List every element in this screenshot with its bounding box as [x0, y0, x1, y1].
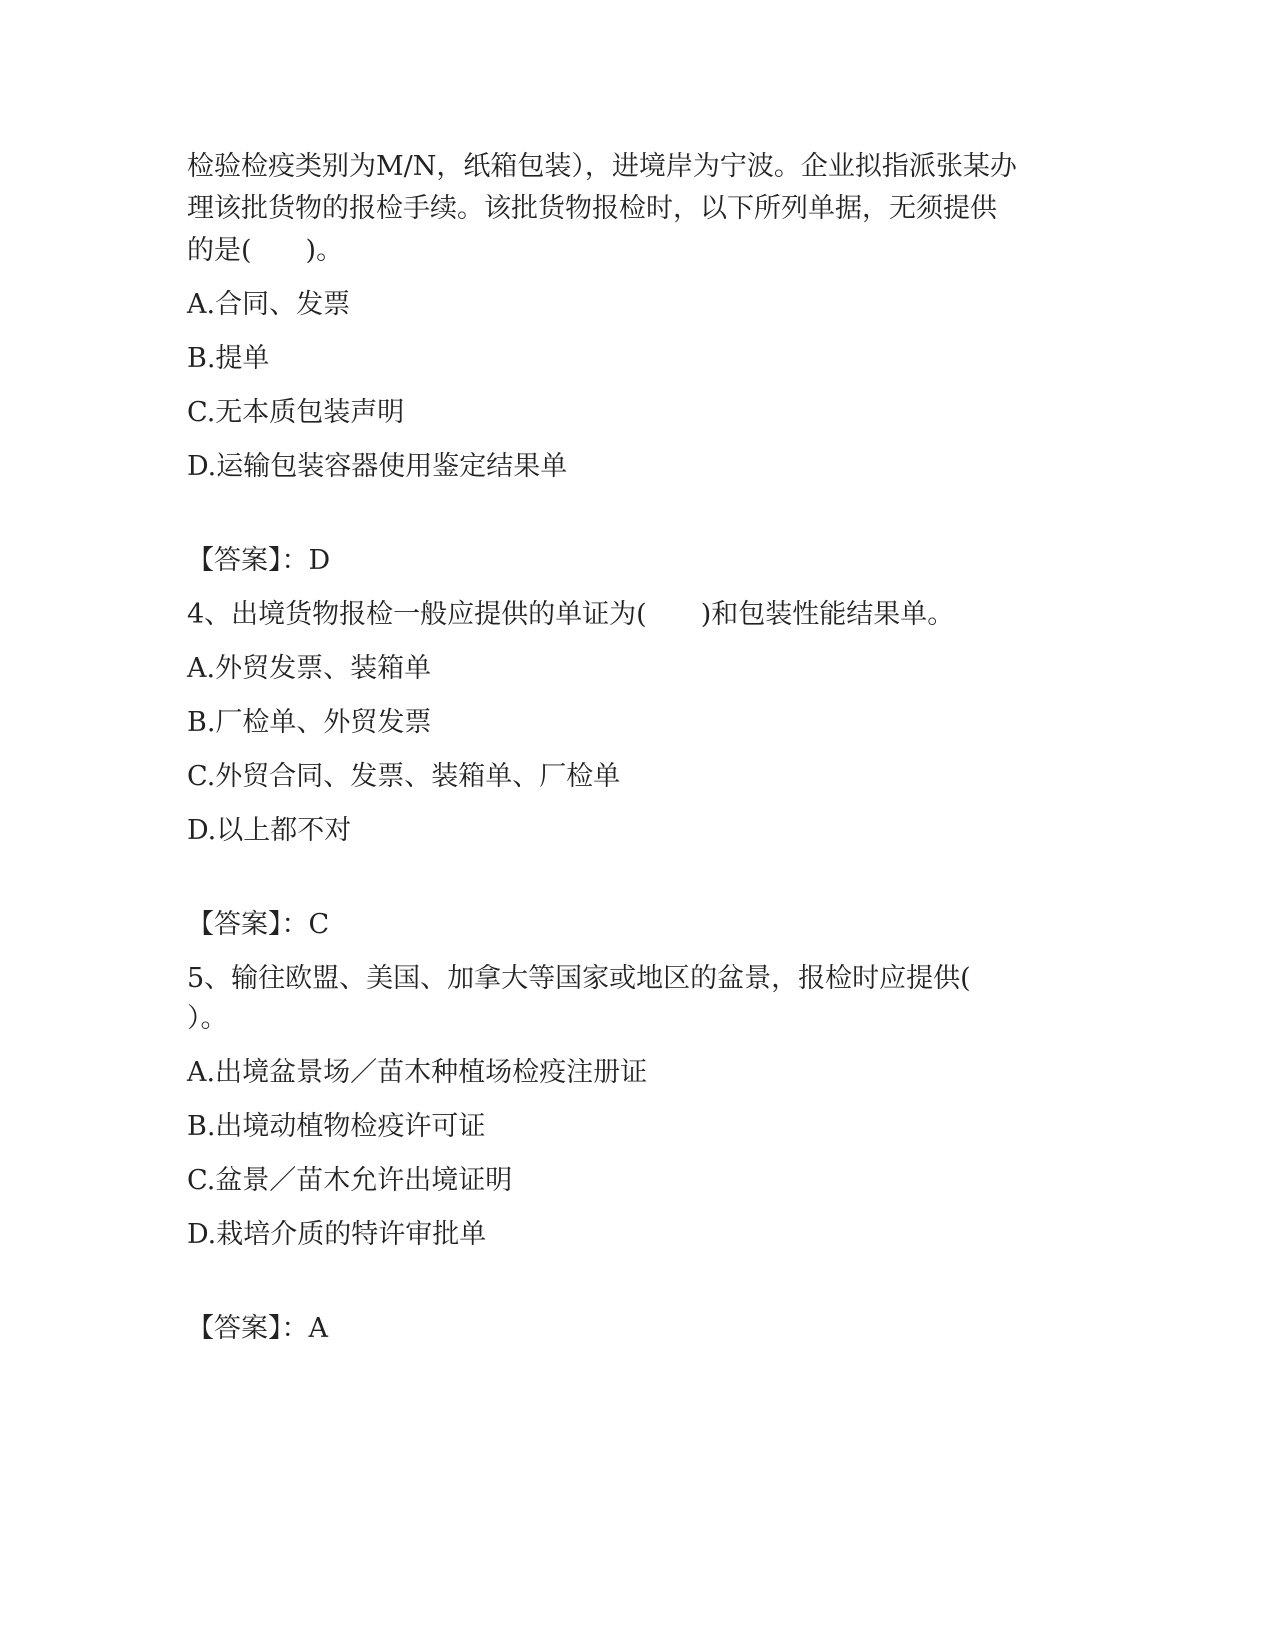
question-continuation-line-2: 理该批货物的报检手续。该批货物报检时，以下所列单据，无须提供	[187, 193, 997, 224]
q5-option-d: D.栽培介质的特许审批单	[187, 1219, 487, 1250]
q5-option-a: A.出境盆景场／苗木种植场检疫注册证	[187, 1057, 648, 1088]
q4-option-c: C.外贸合同、发票、装箱单、厂检单	[187, 761, 621, 792]
q5-option-b: B.出境动植物检疫许可证	[187, 1111, 486, 1142]
q5-option-c: C.盆景／苗木允许出境证明	[187, 1165, 513, 1196]
option-c: C.无本质包装声明	[187, 397, 405, 428]
answer-label: 【答案】：D	[187, 545, 331, 576]
q4-option-a: A.外贸发票、装箱单	[187, 653, 432, 684]
q4-option-b: B.厂检单、外贸发票	[187, 707, 432, 738]
q4-option-d: D.以上都不对	[187, 815, 352, 846]
option-d: D.运输包装容器使用鉴定结果单	[187, 451, 568, 482]
question-5-stem-line-2: ）。	[187, 1003, 228, 1034]
question-continuation-line-3: 的是( )。	[187, 235, 344, 266]
question-5-stem-line-1: 5、输往欧盟、美国、加拿大等国家或地区的盆景，报检时应提供(	[187, 963, 971, 994]
option-b: B.提单	[187, 343, 270, 374]
q4-answer-label: 【答案】：C	[187, 909, 330, 940]
question-4-stem: 4、出境货物报检一般应提供的单证为( )和包装性能结果单。	[187, 599, 955, 630]
question-continuation-line-1: 检验检疫类别为M/N，纸箱包装），进境岸为宁波。企业拟指派张某办	[187, 151, 1017, 182]
option-a: A.合同、发票	[187, 289, 351, 320]
q5-answer-label: 【答案】：A	[187, 1313, 328, 1344]
